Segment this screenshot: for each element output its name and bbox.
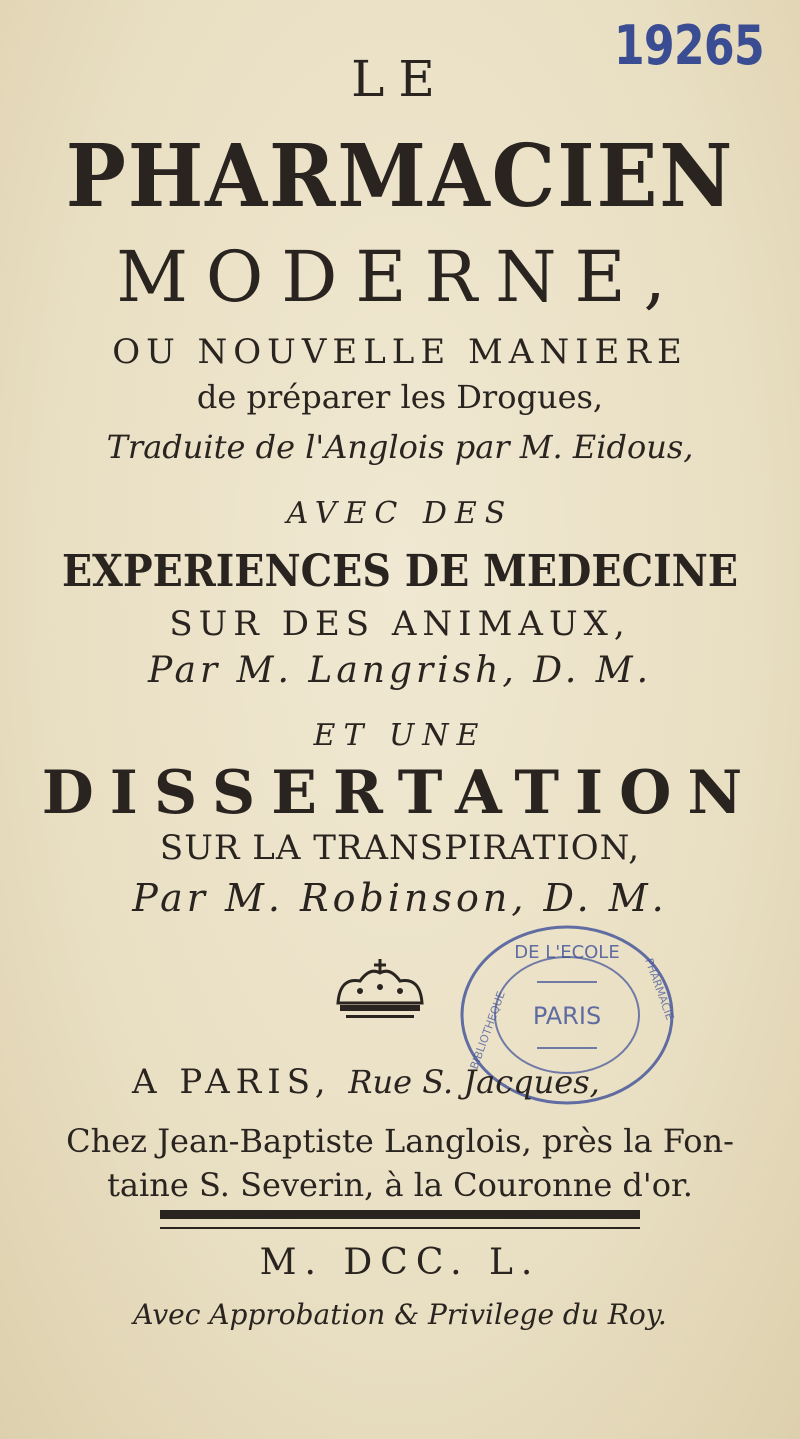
stamp-right-text: PHARMACIE xyxy=(642,956,677,1022)
section2-with: ET UNE xyxy=(313,718,487,753)
accession-number: 19265 xyxy=(614,14,764,77)
title-main-2: MODERNE, xyxy=(116,236,684,318)
section2-author: Par M. Robinson, D. M. xyxy=(132,876,668,920)
stamp-top-text: DE L'ECOLE xyxy=(514,942,620,963)
section2-title: DISSERTATION xyxy=(41,758,759,828)
imprint-city-line xyxy=(132,1062,600,1102)
stamp-center-text: PARIS xyxy=(532,1002,602,1030)
section1-author: Par M. Langrish, D. M. xyxy=(147,650,653,691)
imprint-printer-line-2: taine S. Severin, à la Couronne d'or. xyxy=(107,1166,693,1204)
crown-ornament-icon xyxy=(330,955,430,1025)
imprint-street: Rue S. Jacques, xyxy=(348,1063,600,1101)
imprint-city: A PARIS, xyxy=(132,1062,332,1102)
title-main: PHARMACIEN xyxy=(65,126,735,227)
section1-sub: SUR DES ANIMAUX, xyxy=(169,604,631,644)
thick-rule xyxy=(160,1210,640,1219)
publication-date: M. DCC. L. xyxy=(259,1242,541,1283)
translator-credit: Traduite de l'Anglois par M. Eidous, xyxy=(106,428,694,466)
imprint-printer-line-1: Chez Jean-Baptiste Langlois, près la Fon- xyxy=(66,1122,734,1160)
thin-rule xyxy=(160,1227,640,1229)
stamp-left-text: BIBLIOTHEQUE xyxy=(467,989,508,1072)
title-article: LE xyxy=(351,50,449,108)
approbation-line: Avec Approbation & Privilege du Roy. xyxy=(133,1298,667,1331)
section2-sub: SUR LA TRANSPIRATION, xyxy=(159,828,641,868)
section1-title: EXPERIENCES DE MEDECINE xyxy=(61,546,739,597)
subtitle-line-1: OU NOUVELLE MANIERE xyxy=(112,332,688,372)
subtitle-line-2: de préparer les Drogues, xyxy=(196,378,604,416)
section1-with: AVEC DES xyxy=(286,496,514,531)
